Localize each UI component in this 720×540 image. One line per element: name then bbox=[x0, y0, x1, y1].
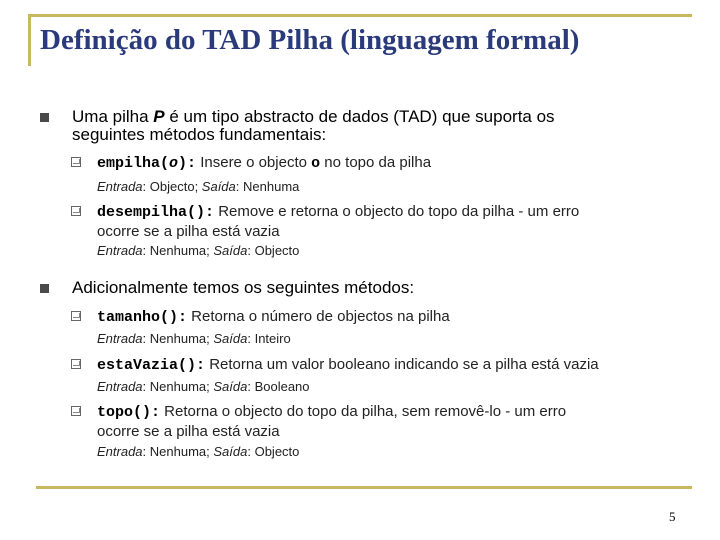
left-rule bbox=[28, 14, 31, 66]
method-desc: Retorna o objecto do topo da pilha, sem removê-lo - um erro bbox=[160, 403, 567, 420]
saida-label: Saída bbox=[213, 331, 248, 346]
entrada-label: Entrada bbox=[97, 379, 143, 394]
method-topo bbox=[97, 402, 566, 441]
saida-value: : Objecto bbox=[247, 444, 300, 459]
intro-line1-post: é um tipo abstracto de dados (TAD) que suporta os bbox=[164, 107, 555, 126]
method-desc: Remove e retorna o objecto do topo da pilha - um erro bbox=[214, 203, 580, 220]
method-desempilha bbox=[97, 202, 579, 241]
method-io-estavazia bbox=[97, 379, 310, 394]
page-number: 5 bbox=[669, 509, 676, 524]
method-name-end: ): bbox=[178, 155, 197, 172]
method-name: tamanho(): bbox=[97, 309, 188, 326]
method-desc: Retorna um valor booleano indicando se a pilha está vazia bbox=[205, 356, 599, 373]
method-empilha bbox=[97, 153, 431, 173]
method-name: desempilha(): bbox=[97, 204, 215, 221]
method-name: empilha( bbox=[97, 155, 170, 172]
method-name: estaVazia(): bbox=[97, 357, 206, 374]
method-desc: Insere o objecto bbox=[196, 154, 312, 171]
method-tamanho bbox=[97, 307, 450, 327]
entrada-label: Entrada bbox=[97, 331, 143, 346]
saida-label: Saída bbox=[213, 379, 248, 394]
saida-label: Saída bbox=[201, 179, 236, 194]
entrada-label: Entrada bbox=[97, 243, 143, 258]
saida-label: Saída bbox=[213, 243, 248, 258]
entrada-value: : Nenhuma; bbox=[142, 331, 214, 346]
method-io-tamanho bbox=[97, 331, 291, 346]
checkbox-bullet-icon bbox=[71, 311, 81, 321]
checkbox-bullet-icon bbox=[71, 359, 81, 369]
intro-text bbox=[72, 108, 555, 144]
method-arg: o bbox=[169, 155, 179, 172]
saida-value: : Nenhuma bbox=[235, 179, 300, 194]
checkbox-bullet-icon bbox=[71, 206, 81, 216]
method-io-topo bbox=[97, 444, 299, 459]
entrada-value: : Nenhuma; bbox=[142, 379, 214, 394]
method-desc-cont: ocorre se a pilha está vazia bbox=[97, 223, 280, 240]
method-io-empilha bbox=[97, 179, 299, 194]
method-desc-arg: o bbox=[311, 155, 321, 172]
saida-label: Saída bbox=[213, 444, 248, 459]
entrada-value: : Objecto; bbox=[142, 179, 202, 194]
saida-value: : Booleano bbox=[247, 379, 310, 394]
entrada-label: Entrada bbox=[97, 444, 143, 459]
bottom-rule bbox=[36, 486, 692, 489]
intro-p-symbol: P bbox=[153, 107, 165, 126]
method-desc: Retorna o número de objectos na pilha bbox=[187, 308, 450, 325]
method-desc-end: no topo da pilha bbox=[320, 154, 432, 171]
intro-line2: seguintes métodos fundamentais: bbox=[72, 125, 327, 144]
checkbox-bullet-icon bbox=[71, 157, 81, 167]
method-estavazia bbox=[97, 355, 599, 375]
additional-heading: Adicionalmente temos os seguintes métodos: bbox=[72, 278, 415, 297]
square-bullet-icon bbox=[40, 113, 49, 122]
checkbox-bullet-icon bbox=[71, 406, 81, 416]
method-io-desempilha bbox=[97, 243, 299, 258]
method-name: topo(): bbox=[97, 404, 161, 421]
square-bullet-icon bbox=[40, 284, 49, 293]
top-rule bbox=[28, 14, 692, 17]
entrada-value: : Nenhuma; bbox=[142, 243, 214, 258]
entrada-label: Entrada bbox=[97, 179, 143, 194]
slide-title: Definição do TAD Pilha (linguagem formal) bbox=[40, 24, 580, 56]
method-desc-cont: ocorre se a pilha está vazia bbox=[97, 423, 280, 440]
entrada-value: : Nenhuma; bbox=[142, 444, 214, 459]
saida-value: : Inteiro bbox=[247, 331, 291, 346]
saida-value: : Objecto bbox=[247, 243, 300, 258]
intro-line1-pre: Uma pilha bbox=[72, 107, 154, 126]
